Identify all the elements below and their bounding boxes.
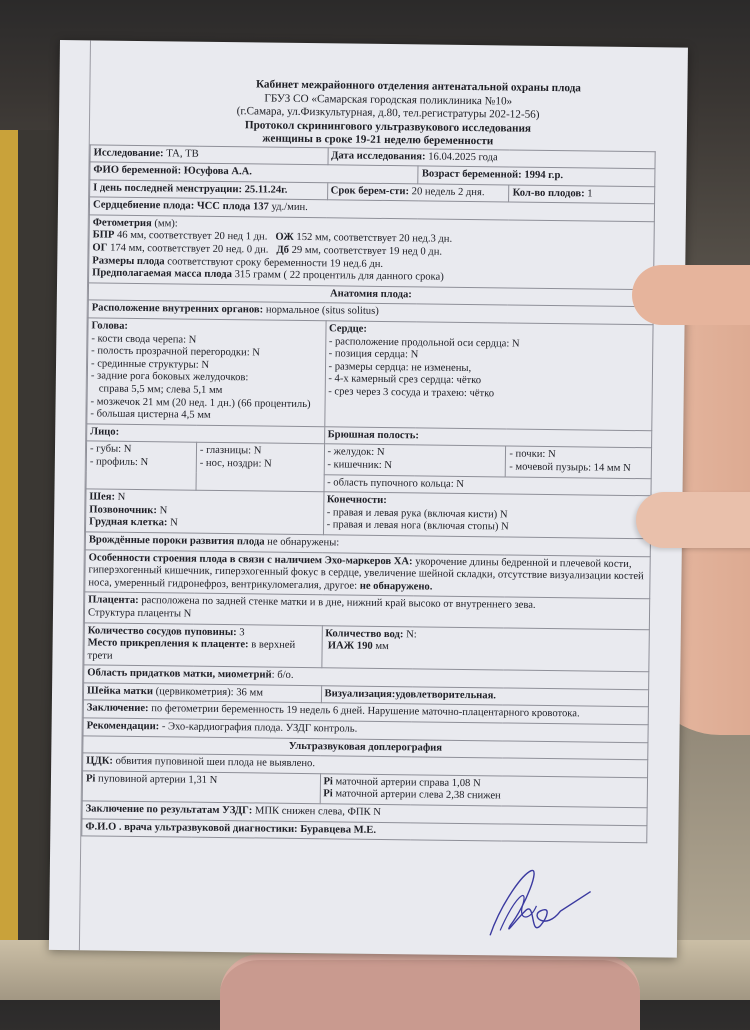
patient-name-cell: ФИО беременной: Юсуфова А.А.	[90, 162, 419, 184]
header-cabinet: Кабинет межрайонного отделения антенатальной охраны плода	[255, 78, 581, 95]
cord-cell: Количество сосудов пуповины: 3 Место прикрепления к плаценте: в верхней трети	[84, 622, 322, 668]
study-date-cell: Дата исследования: 16.04.2025 года	[328, 147, 656, 169]
cervix-cell: Шейка матки (цервикометрия): 36 мм	[83, 683, 321, 703]
umbilical-ring-cell: - область пупочного кольца: N	[324, 474, 652, 496]
face-col2: - глазницы: N - нос, ноздри: N	[196, 443, 324, 492]
lmp-cell: I день последней менструации: 25.11.24г.	[90, 180, 328, 200]
placenta-cell: Плацента: расположена по задней стенке матки и в дне, нижний край высоко от внутреннего зева. Структура плаценты N	[84, 592, 649, 629]
pi-umbilical-cell: Pi пуповиной артерии 1,31 N	[82, 771, 320, 804]
echo-markers-cell: Особенности строения плода в связи с наличием Эхо-маркеров ХА: укорочение длины бедренной и плечевой кости, гиперэхогенный кишечник, гиперэхогенный фокус в сердце, увеличение шейной складки, отсутствие визуализации костей носа, умеренный гидронефроз, вентрикуломегалия, другое: не обнаружено.	[85, 549, 650, 599]
bag	[220, 954, 640, 1030]
protocol-table	[81, 144, 655, 844]
paper-document	[49, 40, 688, 958]
face-col1: - губы: N - профиль: N	[86, 441, 196, 490]
anatomy-title: Анатомия плода:	[88, 283, 653, 307]
abdomen-col1: - желудок: N - кишечник: N	[324, 444, 506, 476]
pi-uterine-cell: Pi маточной артерии справа 1,08 N Pi маточной артерии слева 2,38 снижен	[320, 774, 648, 808]
abdomen-title: Брюшная полость:	[324, 427, 652, 449]
header-term: женщины в сроке 19-21 неделю беременности	[262, 132, 494, 148]
doppler-title: Ультразвуковая доплерография	[83, 735, 648, 759]
heart-cell: Сердце: - расположение продольной оси сердца: N - позиция сердца: N - размеры сердца: не изменены, - 4-х камерный срез сердца: чётко - срез через 3 сосуда и трахею: чётко	[324, 321, 653, 431]
adnexa-cell: Область придатков матки, миометрий: б/о.	[84, 665, 649, 689]
head-cell: Голова: - кости свода черепа: N - полость прозрачной перегородки: N - срединные структуры: N - задние рога боковых желудочков: справа 5,5 мм; слева 5,1 мм - мозжечок 21 мм (20 нед. 1 дн.) (66 процентиль) - большая цистерна 4,5 мм	[87, 318, 326, 427]
face-title: Лицо:	[87, 424, 325, 444]
finger	[632, 265, 750, 325]
organs-cell: Расположение внутренних органов: нормальное (situs solitus)	[88, 300, 653, 324]
header-address: (г.Самара, ул.Физкультурная, д.80, тел.регистратуры 202-12-56)	[236, 105, 540, 121]
cdk-cell: ЦДК: обвития пуповиной шеи плода не выявлено.	[83, 753, 648, 777]
thumb	[636, 492, 750, 548]
fetometry-cell: Фетометрия (мм): БПР 46 мм, соответствует 20 нед 1 дн. ОЖ 152 мм, соответствует 20 нед.3 дн. ОГ 174 мм, соответствует 20 нед. 0 дн. Дб 29 мм, соответствует 19 нед 0 дн. Размеры плода соответствуют сроку беременности 19 нед.6 дн. Предполагаемая масса плода 315 грамм ( 22 процентиль для данного срока)	[89, 215, 655, 290]
fetus-count-cell: Кол-во плодов: 1	[509, 185, 655, 204]
neck-spine-chest-cell: Шея: N Позвоночник: N Грудная клетка: N	[85, 489, 323, 535]
form-sheet	[79, 40, 687, 957]
amniotic-cell: Количество вод: N: ИАЖ 190 мм	[321, 625, 649, 672]
limbs-cell: Конечности: - правая и левая рука (включая кисти) N - правая и левая нога (включая стопы) N	[323, 492, 651, 539]
header-protocol: Протокол скринингового ультразвукового исследования	[244, 118, 532, 135]
doctor-cell: Ф.И.О . врача ультразвуковой диагностики: Буравцева М.Е.	[82, 818, 647, 842]
heartbeat-cell: Сердцебиение плода: ЧСС плода 137 уд./мин.	[89, 197, 654, 221]
signature-icon	[470, 865, 601, 947]
abdomen-col2: - почки: N - мочевой пузырь: 14 мм N	[506, 446, 652, 478]
malformations-cell: Врождённые пороки развития плода не обнаружены:	[85, 532, 650, 556]
document-header	[90, 40, 687, 151]
patient-age-cell: Возраст беременной: 1994 г.р.	[418, 166, 655, 186]
doppler-conclusion-cell: Заключение по результатам УЗДГ: МПК снижен слева, ФПК N	[82, 801, 647, 825]
recommendations-cell: Рекомендации: - Эхо-кардиография плода. УЗДГ контроль.	[83, 718, 648, 742]
conclusion-cell: Заключение: по фетометрии беременность 19 недель 6 дней. Нарушение маточно-плацентарного кровотока.	[83, 700, 648, 724]
visualization-cell: Визуализация:удовлетворительная.	[321, 686, 649, 708]
study-cell: Исследование: ТА, ТВ	[90, 144, 328, 164]
gestation-cell: Срок берем-сти: 20 недель 2 дня.	[327, 182, 509, 202]
header-clinic: ГБУЗ СО «Самарская городская поликлиника №10»	[264, 92, 513, 108]
